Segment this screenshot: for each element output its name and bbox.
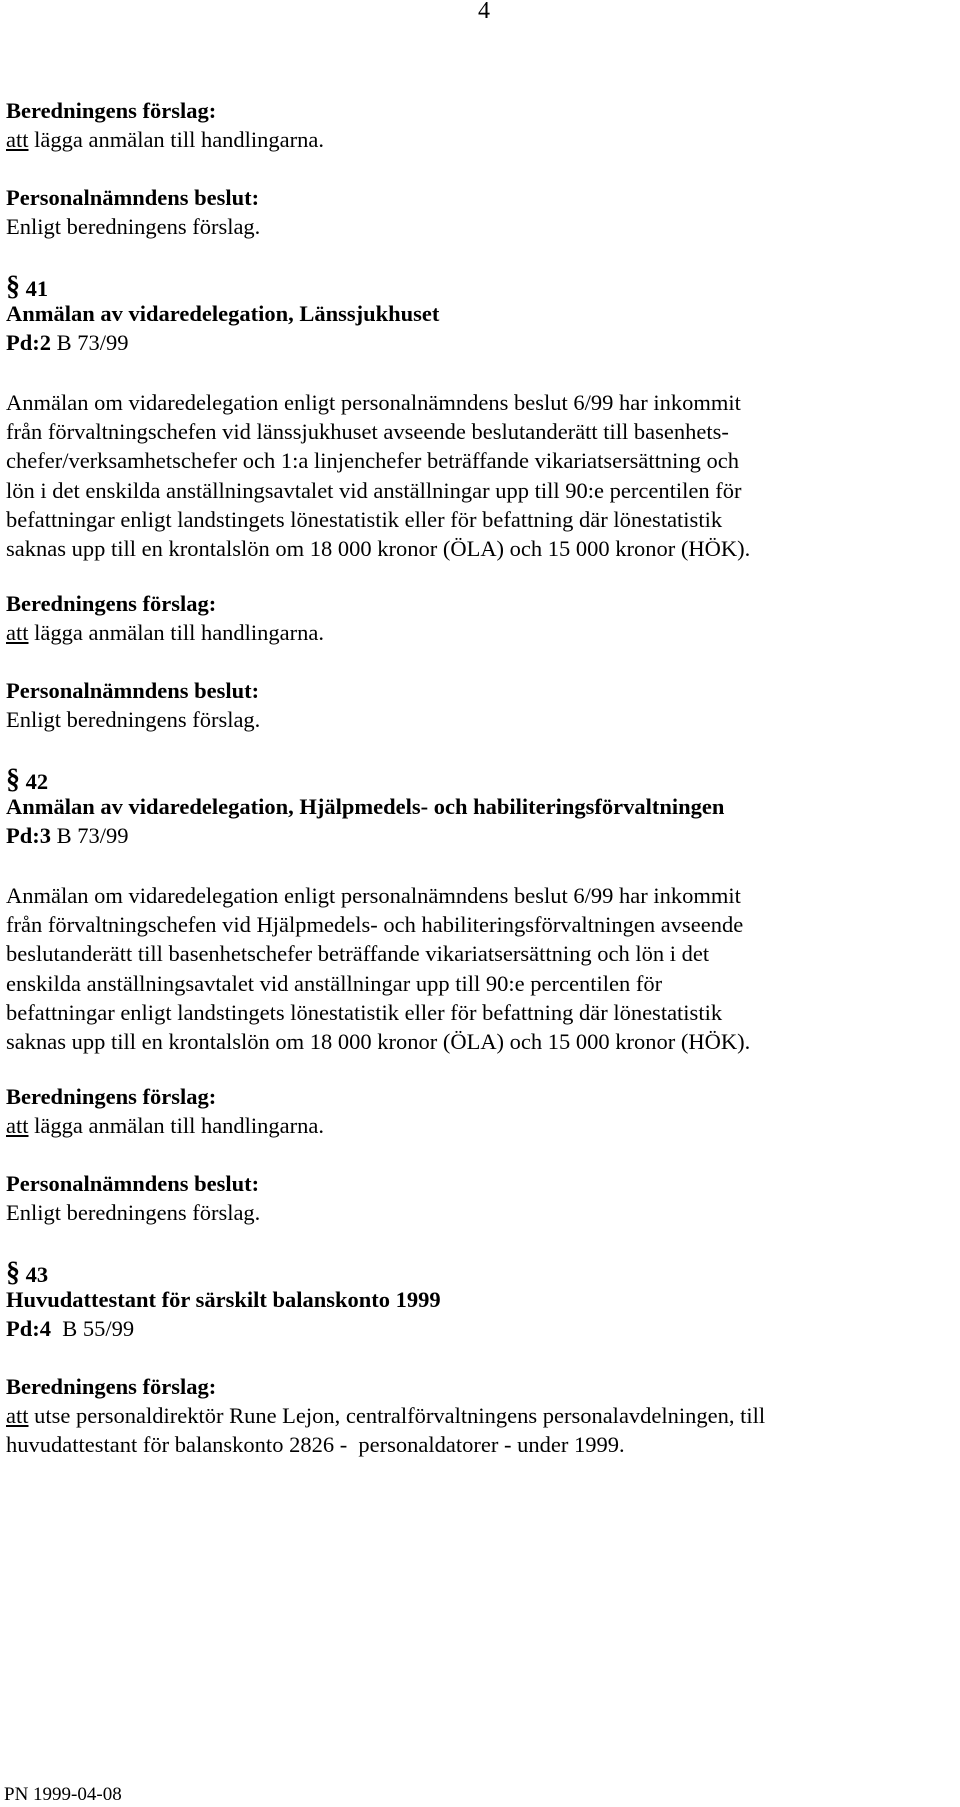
section-43-proposal-heading: Beredningens förslag: (6, 1374, 217, 1399)
section-sign-icon: § (6, 1257, 20, 1288)
body-line: Anmälan om vidaredelegation enligt personalnämndens beslut 6/99 har inkommit (6, 390, 741, 415)
section-43-ref (6, 1316, 134, 1342)
ref-label: Pd:4 (6, 1316, 51, 1341)
section-41-proposal-heading: Beredningens förslag: (6, 591, 217, 616)
section-42-heading (6, 765, 48, 797)
att-word: att (6, 1113, 29, 1138)
decision-heading: Personalnämndens beslut: (6, 185, 260, 210)
section-41-heading (6, 272, 48, 304)
proposal-rest: lägga anmälan till handlingarna. (28, 127, 325, 152)
proposal-heading: Beredningens förslag: (6, 98, 217, 123)
section-42-body (6, 881, 956, 1056)
footer-date: PN 1999-04-08 (4, 1784, 122, 1805)
proposal-rest: lägga anmälan till handlingarna. (28, 1113, 325, 1138)
section-42-proposal-heading: Beredningens förslag: (6, 1084, 217, 1109)
section-42-decision-heading: Personalnämndens beslut: (6, 1171, 260, 1196)
proposal-rest: utse personaldirektör Rune Lejon, centralförvaltningens personalavdelningen, till (28, 1403, 766, 1428)
body-line: chefer/verksamhetschefer och 1:a linjenchefer beträffande vikariatsersättning och (6, 448, 739, 474)
section-41-body (6, 388, 956, 563)
section-41-proposal-text (6, 620, 324, 646)
ref-label: Pd:3 (6, 823, 51, 848)
section-43-proposal-line-2: huvudattestant för balanskonto 2826 - personaldatorer - under 1999. (6, 1432, 625, 1457)
section-43-title: Huvudattestant för särskilt balanskonto 1999 (6, 1287, 441, 1312)
ref-value: B 55/99 (51, 1316, 135, 1341)
body-line: saknas upp till en krontalslön om 18 000 kronor (ÖLA) och 15 000 kronor (HÖK). (6, 1029, 751, 1055)
body-line: saknas upp till en krontalslön om 18 000 kronor (ÖLA) och 15 000 kronor (HÖK). (6, 536, 751, 562)
body-line: befattningar enligt landstingets lönestatistik eller för befattning där lönestatistik (6, 999, 723, 1025)
section-41-title: Anmälan av vidaredelegation, Länssjukhuset (6, 301, 440, 326)
ref-value: B 73/99 (51, 330, 129, 355)
body-line: från förvaltningschefen vid länssjukhuset avseende beslutanderätt till basenhets- (6, 419, 729, 445)
section-number: 43 (25, 1262, 49, 1287)
section-43-proposal-line-1 (6, 1403, 765, 1429)
ref-value: B 73/99 (51, 823, 129, 848)
body-line: Anmälan om vidaredelegation enligt personalnämndens beslut 6/99 har inkommit (6, 883, 741, 908)
proposal-text (6, 127, 324, 153)
section-42-ref (6, 823, 129, 849)
att-word: att (6, 620, 29, 645)
body-line: från förvaltningschefen vid Hjälpmedels- och habiliteringsförvaltningen avseende (6, 912, 744, 938)
section-42-title: Anmälan av vidaredelegation, Hjälpmedels- och habiliteringsförvaltningen (6, 794, 725, 819)
body-line: befattningar enligt landstingets lönestatistik eller för befattning där lönestatistik (6, 506, 723, 532)
section-sign-icon: § (6, 271, 20, 302)
section-42-proposal-text (6, 1113, 324, 1139)
section-41-decision-text: Enligt beredningens förslag. (6, 707, 261, 732)
section-42-decision-text: Enligt beredningens förslag. (6, 1200, 261, 1225)
page-number: 4 (478, 0, 490, 24)
section-41-decision-heading: Personalnämndens beslut: (6, 678, 260, 703)
decision-text: Enligt beredningens förslag. (6, 214, 261, 239)
ref-label: Pd:2 (6, 330, 51, 355)
section-number: 41 (25, 276, 49, 301)
section-43-heading (6, 1258, 48, 1290)
section-sign-icon: § (6, 764, 20, 795)
body-line: lön i det enskilda anställningsavtalet vid anställningar upp till 90:e percentilen för (6, 477, 742, 503)
proposal-rest: lägga anmälan till handlingarna. (28, 620, 325, 645)
section-number: 42 (25, 769, 49, 794)
body-line: enskilda anställningsavtalet vid anställningar upp till 90:e percentilen för (6, 970, 663, 996)
section-41-ref (6, 330, 129, 356)
body-line: beslutanderätt till basenhetschefer beträffande vikariatsersättning och lön i det (6, 941, 710, 967)
att-word: att (6, 1403, 29, 1428)
att-word: att (6, 127, 29, 152)
